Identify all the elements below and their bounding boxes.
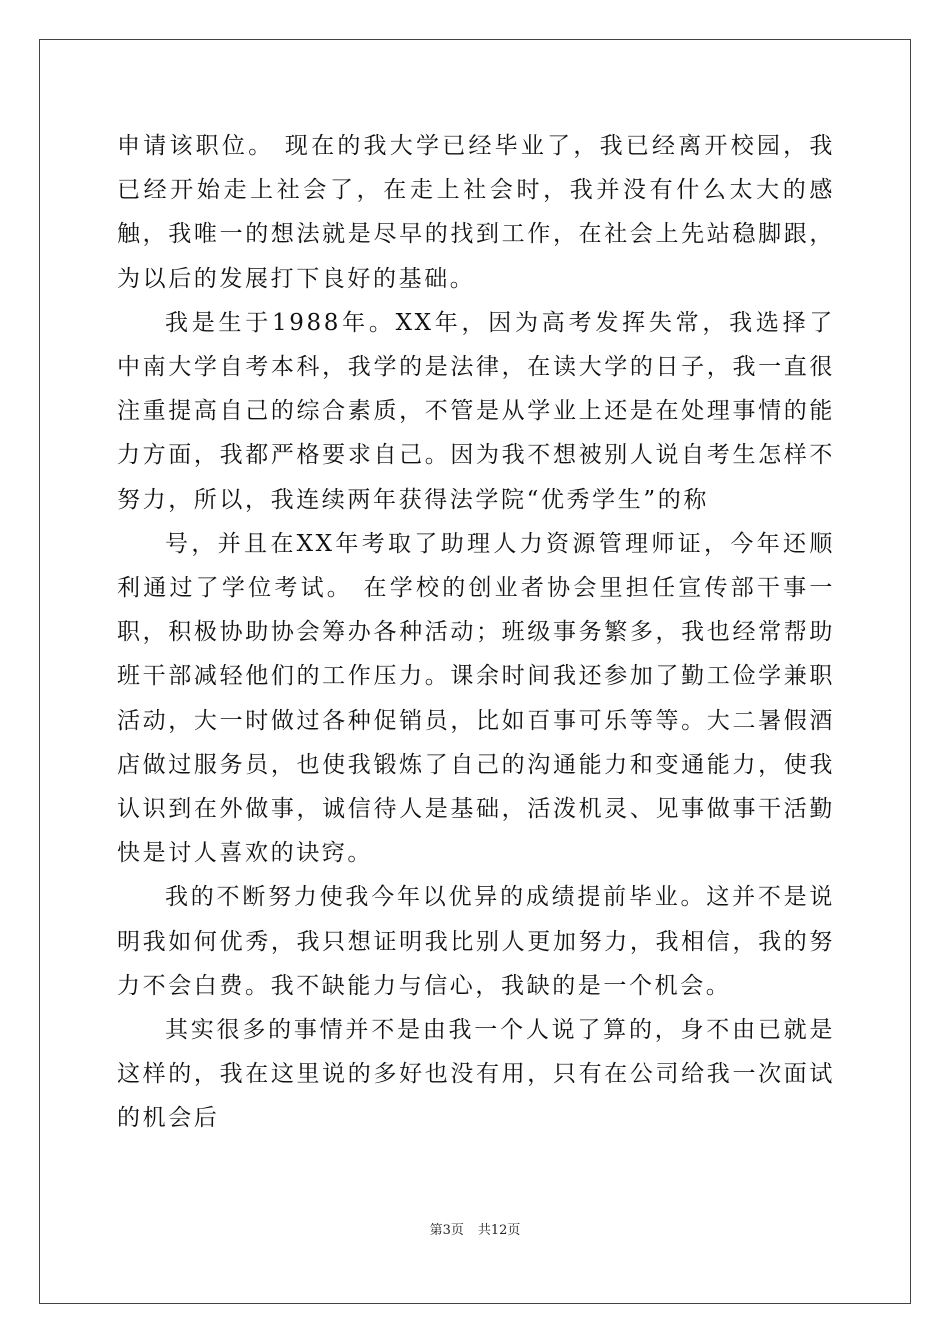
page-footer — [0, 1219, 950, 1238]
document-body — [117, 124, 835, 1141]
paragraph-4: 我的不断努力使我今年以优异的成绩提前毕业。这并不是说明我如何优秀，我只想证明我比别人更加努力，我相信，我的努力不会白费。我不缺能力与信心，我缺的是一个机会。 — [117, 884, 835, 999]
page-total: 共12页 — [477, 1223, 521, 1238]
paragraph-3: 号，并且在XX年考取了助理人力资源管理师证，今年还顺利通过了学位考试。 在学校的创业者协会里担任宣传部干事一职，积极协助协会筹办各种活动；班级事务繁多，我也经常帮助班干部减轻他们的工作压力。课余时间我还参加了勤工俭学兼职活动，大一时做过各种促销员，比如百事可乐等等。大二暑假酒店做过服务员，也使我锻炼了自己的沟通能力和变通能力，使我认识到在外做事，诚信待人是基础，活泼机灵、见事做事干活勤快是讨人喜欢的诀窍。 — [117, 530, 835, 867]
page-number: 第3页 — [429, 1223, 464, 1238]
paragraph-1: 申请该职位。 现在的我大学已经毕业了，我已经离开校园，我已经开始走上社会了，在走上社会时，我并没有什么太大的感触，我唯一的想法就是尽早的找到工作，在社会上先站稳脚跟，为以后的发展打下良好的基础。 — [117, 133, 835, 292]
paragraph-2: 我是生于1988年。XX年，因为高考发挥失常，我选择了中南大学自考本科，我学的是法律，在读大学的日子，我一直很注重提高自己的综合素质，不管是从学业上还是在处理事情的能力方面，我都严格要求自己。因为我不想被别人说自考生怎样不努力，所以，我连续两年获得法学院“优秀学生”的称 — [117, 309, 835, 513]
paragraph-5: 其实很多的事情并不是由我一个人说了算的，身不由已就是这样的，我在这里说的多好也没有用，只有在公司给我一次面试的机会后 — [117, 1017, 835, 1132]
